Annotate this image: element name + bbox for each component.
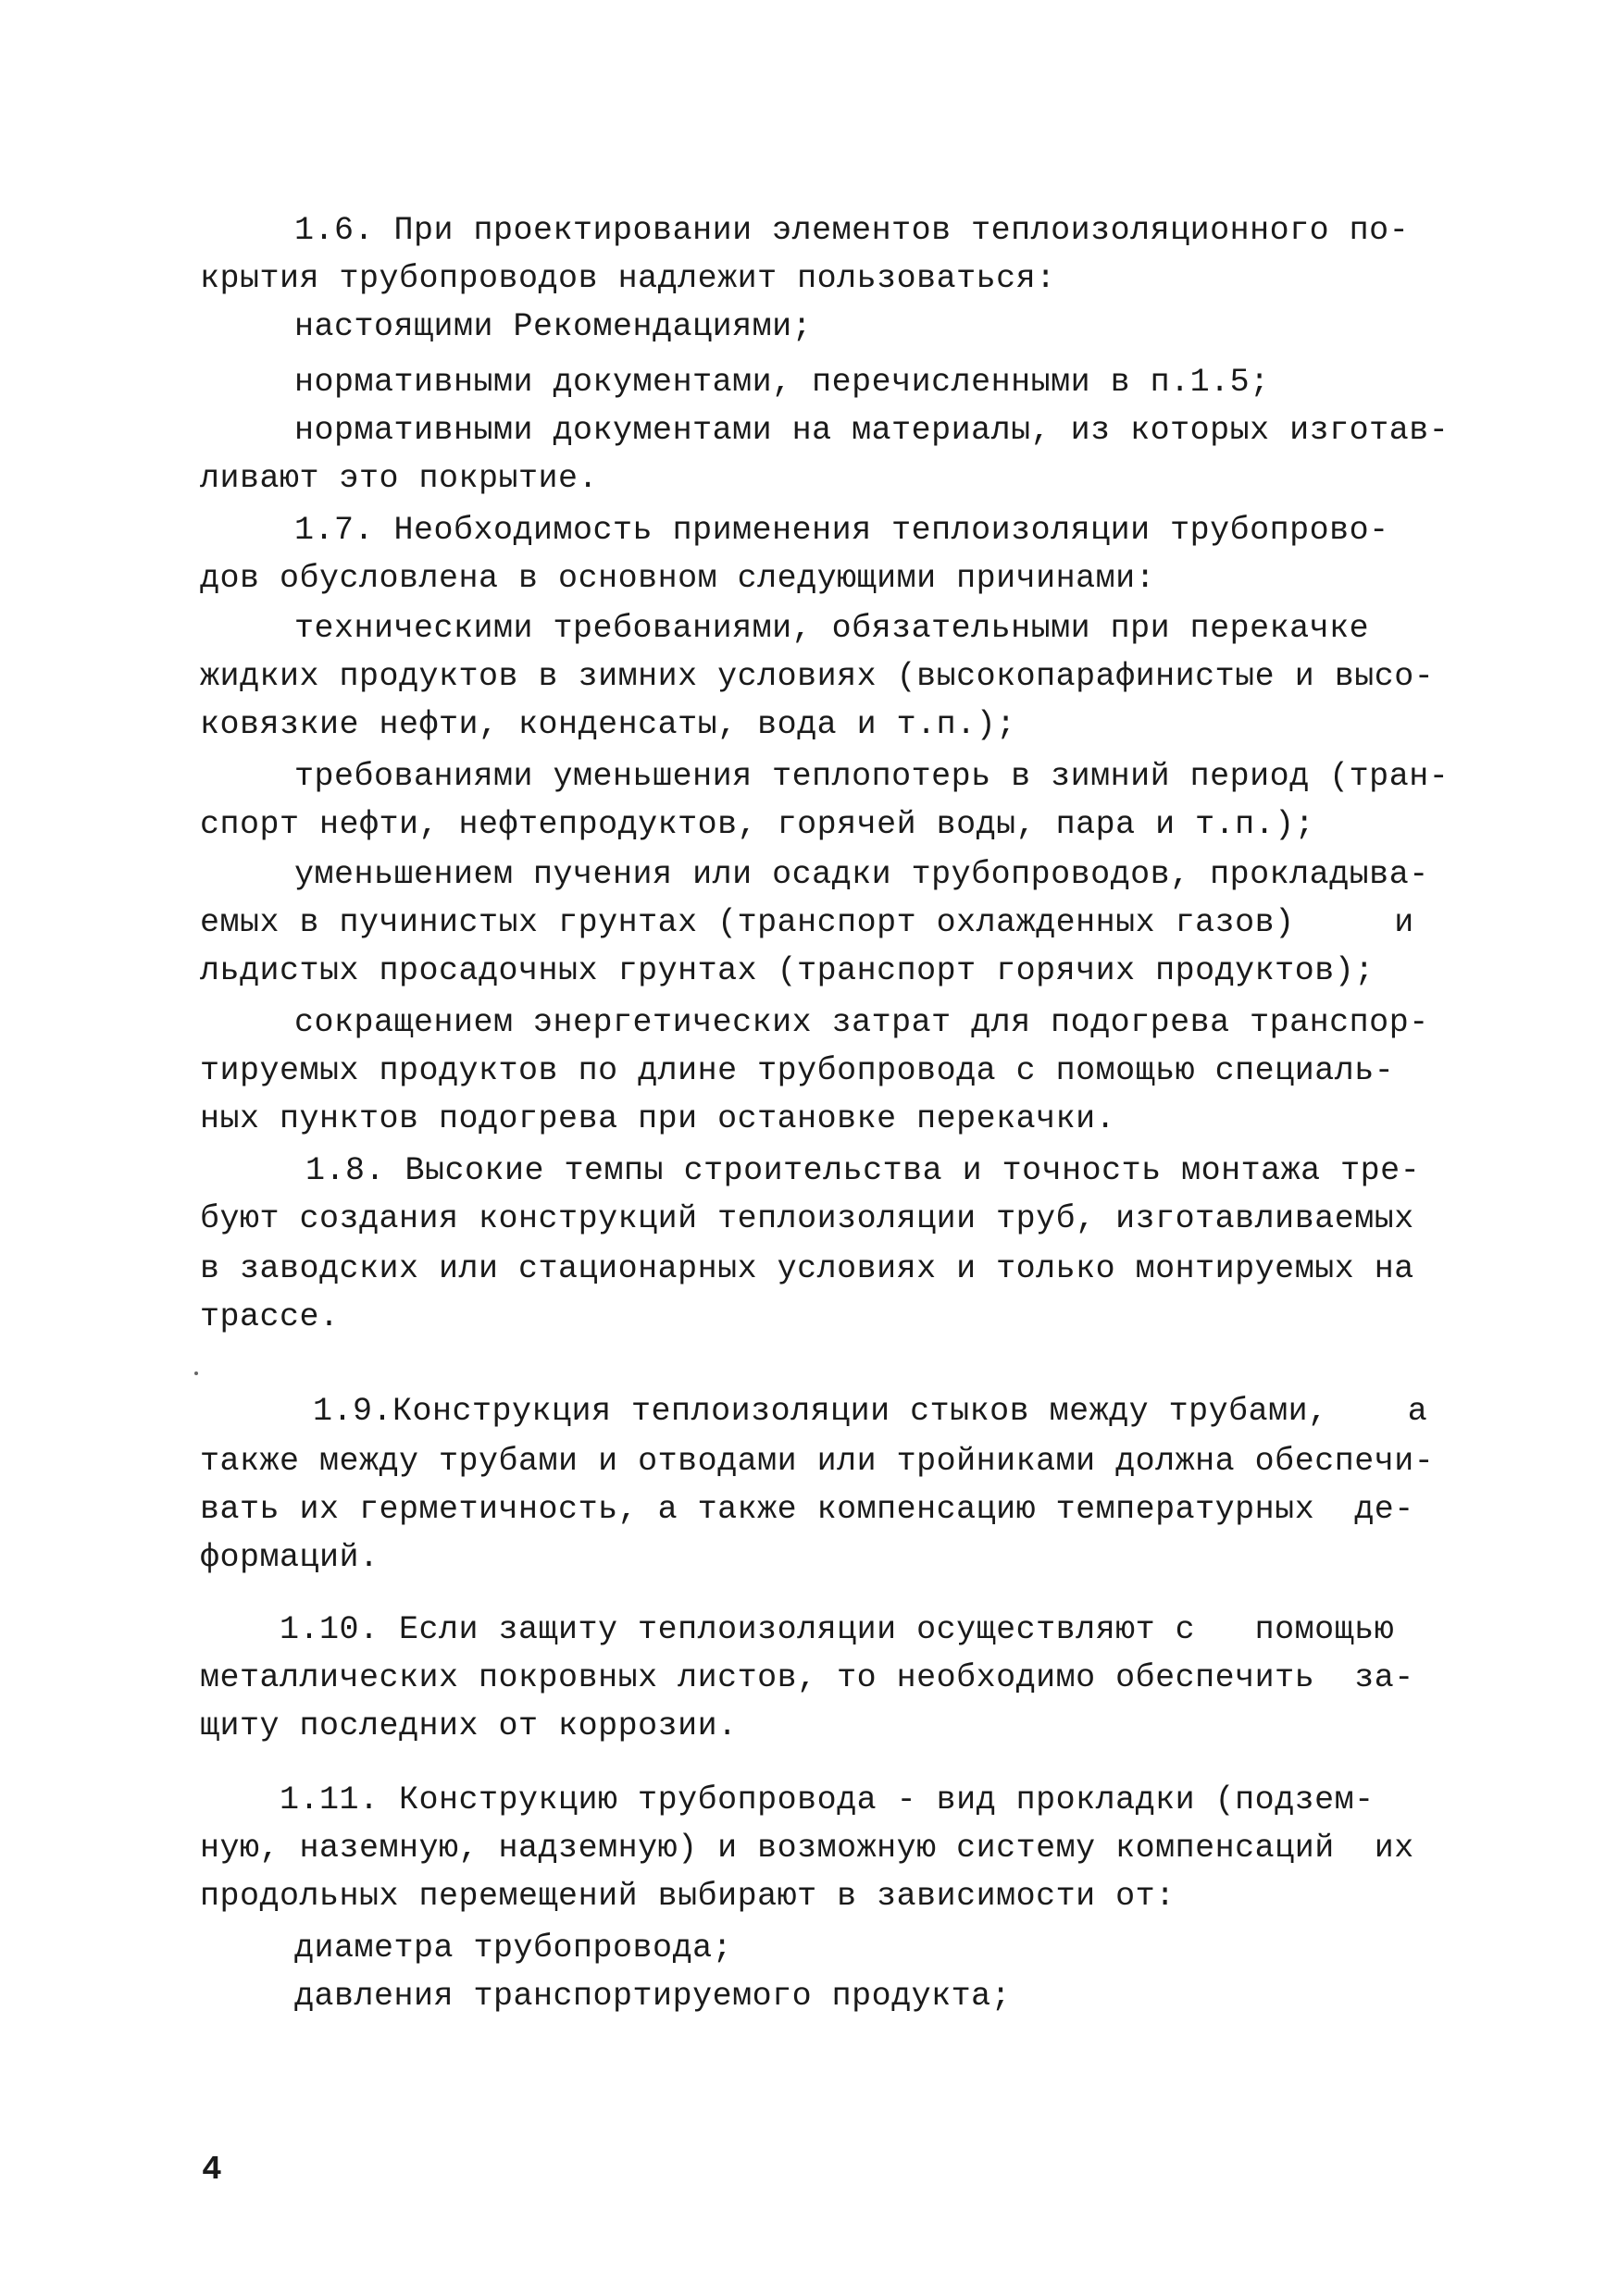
- text-line: щиту последних от коррозии.: [200, 1707, 738, 1744]
- text-line: вать их герметичность, а также компенсацию температурных де-: [200, 1491, 1414, 1528]
- text-line: металлических покровных листов, то необходимо обеспечить за-: [200, 1659, 1414, 1696]
- text-line: 1.11. Конструкцию трубопровода - вид прокладки (подзем-: [280, 1781, 1375, 1818]
- text-line: спорт нефти, нефтепродуктов, горячей воды, пара и т.п.);: [200, 806, 1315, 843]
- text-line: требованиями уменьшения теплопотерь в зимний период (тран-: [294, 758, 1450, 795]
- text-line: нормативными документами, перечисленными в п.1.5;: [294, 364, 1270, 401]
- text-line: жидких продуктов в зимних условиях (высокопарафинистые и высо-: [200, 658, 1435, 695]
- text-line: настоящими Рекомендациями;: [294, 308, 813, 345]
- text-line: ливают это покрытие.: [200, 460, 599, 497]
- text-line: крытия трубопроводов надлежит пользоваться:: [200, 260, 1056, 297]
- text-line: ную, наземную, надземную) и возможную систему компенсаций их: [200, 1830, 1414, 1867]
- text-line: емых в пучинистых грунтах (транспорт охлажденных газов) и: [200, 904, 1414, 941]
- text-line: в заводских или стационарных условиях и только монтируемых на: [200, 1250, 1414, 1287]
- text-line: ных пунктов подогрева при остановке перекачки.: [200, 1100, 1116, 1137]
- text-line: также между трубами и отводами или тройниками должна обеспечи-: [200, 1443, 1435, 1480]
- text-line: 1.8. Высокие темпы строительства и точность монтажа тре-: [305, 1152, 1421, 1189]
- text-line: 1.9.Конструкция теплоизоляции стыков между трубами, а: [313, 1393, 1428, 1430]
- text-line: техническими требованиями, обязательными при перекачке: [294, 610, 1370, 647]
- text-line: трассе.: [200, 1298, 340, 1335]
- text-line: дов обусловлена в основном следующими причинами:: [200, 560, 1156, 597]
- text-line: 1.7. Необходимость применения теплоизоляции трубопрово-: [294, 512, 1389, 549]
- scan-speck: [194, 1371, 198, 1375]
- text-line: ковязкие нефти, конденсаты, вода и т.п.);: [200, 706, 1016, 743]
- page-number: 4: [202, 2151, 222, 2189]
- text-line: льдистых просадочных грунтах (транспорт горячих продуктов);: [200, 952, 1375, 989]
- text-line: тируемых продуктов по длине трубопровода с помощью специаль-: [200, 1052, 1395, 1089]
- text-line: 1.6. При проектировании элементов теплоизоляционного по-: [294, 212, 1410, 249]
- text-line: давления транспортируемого продукта;: [294, 1978, 1012, 2015]
- text-line: 1.10. Если защиту теплоизоляции осуществляют с помощью: [280, 1611, 1395, 1648]
- text-line: продольных перемещений выбирают в зависимости от:: [200, 1878, 1176, 1915]
- text-line: формаций.: [200, 1539, 380, 1576]
- text-line: уменьшением пучения или осадки трубопроводов, прокладыва-: [294, 856, 1429, 893]
- text-line: буют создания конструкций теплоизоляции труб, изготавливаемых: [200, 1200, 1414, 1237]
- text-line: сокращением энергетических затрат для подогрева транспор-: [294, 1004, 1429, 1041]
- text-line: нормативными документами на материалы, из которых изготав-: [294, 412, 1450, 449]
- text-line: диаметра трубопровода;: [294, 1930, 733, 1967]
